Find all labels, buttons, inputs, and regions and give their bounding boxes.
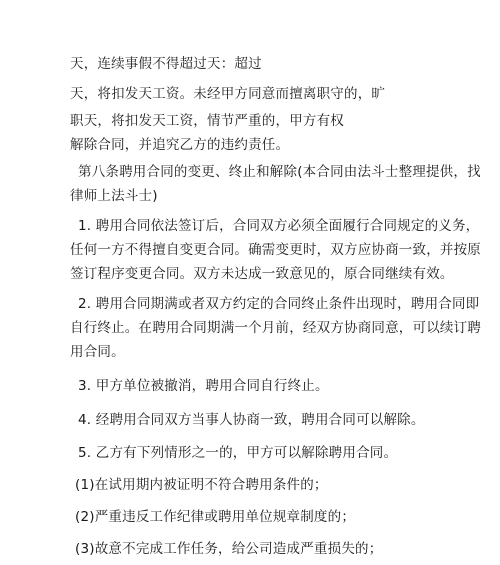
clause-1-line-3: 签订程序变更合同。双方未达成一致意见的，原合同继续有效。 (70, 266, 454, 282)
clause-2-line-1: 2. 聘用合同期满或者双方约定的合同终止条件出现时，聘用合同即 (78, 296, 480, 312)
text-line-3: 职天，将扣发天工资，情节严重的，甲方有权 (70, 113, 344, 129)
text-line-2: 天，将扣发天工资。未经甲方同意而擅离职守的，旷 (70, 86, 386, 102)
clause-1-line-2: 任何一方不得擅自变更合同。确需变更时，双方应协商一致，并按原 (70, 242, 481, 258)
clause-5-item-1: (1)在试用期内被证明不符合聘用条件的； (75, 477, 328, 493)
clause-2-line-3: 用合同。 (70, 344, 125, 360)
clause-2-line-2: 自行终止。在聘用合同期满一个月前，经双方协商同意，可以续订聘 (70, 320, 481, 336)
clause-5: 5. 乙方有下列情形之一的，甲方可以解除聘用合同。 (78, 445, 398, 461)
clause-4: 4. 经聘用合同双方当事人协商一致，聘用合同可以解除。 (78, 412, 425, 428)
section-heading-line-1: 第八条聘用合同的变更、终止和解除(本合同由法斗士整理提供，找 (78, 164, 481, 180)
clause-5-item-2: (2)严重违反工作纪律或聘用单位规章制度的； (75, 509, 356, 525)
text-line-4: 解除合同，并追究乙方的违约责任。 (70, 137, 290, 153)
section-heading-line-2: 律师上法斗士) (70, 188, 158, 204)
clause-3: 3. 甲方单位被撤消，聘用合同自行终止。 (78, 378, 329, 394)
clause-1-line-1: 1. 聘用合同依法签订后，合同双方必须全面履行合同规定的义务， (78, 218, 480, 234)
clause-5-item-3: (3)故意不完成工作任务，给公司造成严重损失的； (75, 541, 383, 557)
text-line-1: 天，连续事假不得超过天：超过 (70, 56, 262, 72)
